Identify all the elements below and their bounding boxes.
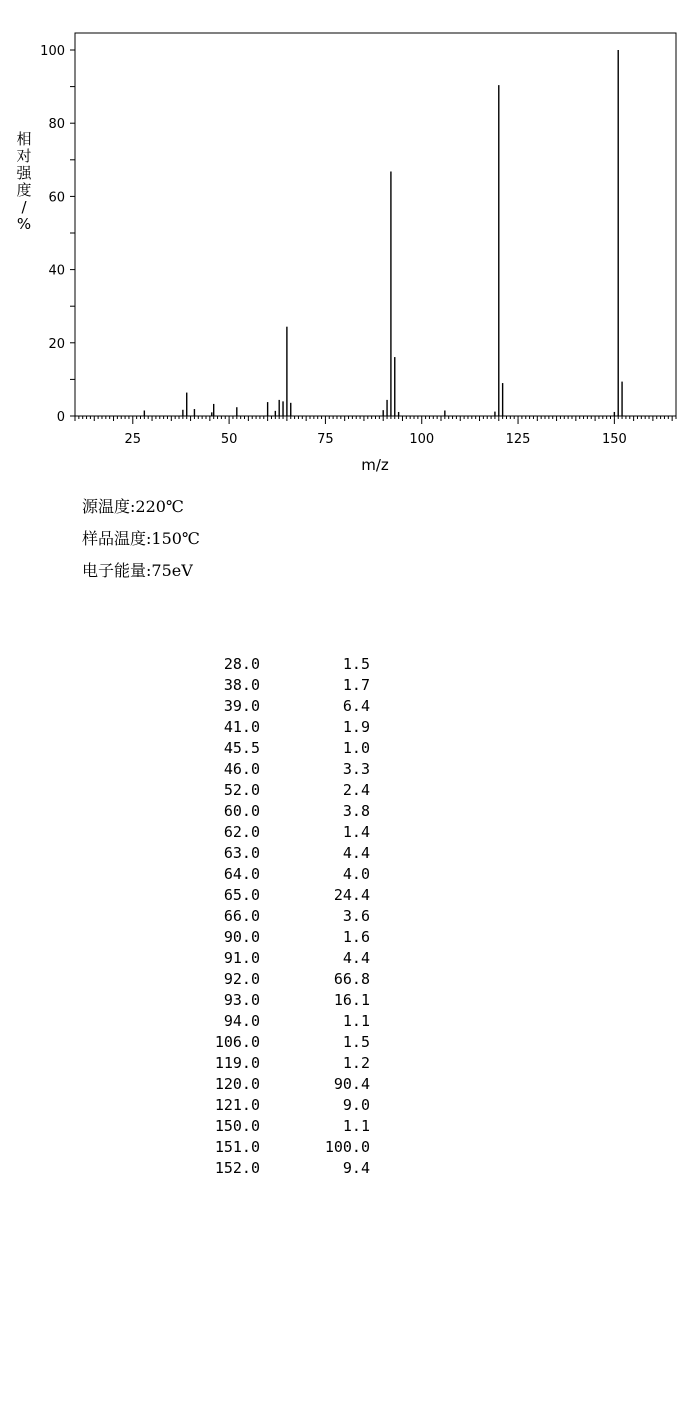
abundance-value: 3.6	[342, 907, 370, 925]
table-row	[190, 864, 370, 885]
abundance-value: 16.1	[333, 991, 370, 1009]
mz-value: 45.5	[223, 739, 260, 757]
y-axis-label-char: 对	[16, 147, 32, 165]
table-row	[190, 801, 370, 822]
table-row	[190, 969, 370, 990]
abundance-value: 1.1	[342, 1117, 370, 1135]
source-temperature: 源温度:220℃	[82, 497, 184, 516]
abundance-value: 1.7	[342, 676, 370, 694]
table-row	[190, 1074, 370, 1095]
mz-value: 38.0	[223, 676, 260, 694]
abundance-value: 1.5	[342, 655, 370, 673]
x-tick-label: 75	[317, 432, 334, 447]
y-tick-label: 20	[48, 336, 65, 352]
mz-value: 120.0	[214, 1075, 260, 1093]
mz-value: 41.0	[223, 718, 260, 736]
mz-value: 46.0	[223, 760, 260, 778]
sample-temperature: 样品温度:150℃	[82, 529, 200, 548]
abundance-value: 1.9	[342, 718, 370, 736]
table-row	[190, 1137, 370, 1158]
mz-value: 151.0	[214, 1138, 260, 1156]
mz-value: 92.0	[223, 970, 260, 988]
abundance-value: 90.4	[333, 1075, 370, 1093]
x-tick-label: 50	[220, 432, 238, 447]
mz-value: 121.0	[214, 1096, 260, 1114]
mz-value: 28.0	[223, 655, 260, 673]
mz-value: 152.0	[214, 1159, 260, 1177]
table-row	[190, 948, 370, 969]
y-tick-label: 60	[48, 190, 65, 206]
abundance-value: 100.0	[324, 1138, 370, 1156]
mass-spectrum-chart	[0, 0, 693, 480]
abundance-value: 9.4	[342, 1159, 370, 1177]
y-tick-label: 100	[40, 44, 65, 59]
y-axis-label-char: 相	[16, 130, 32, 148]
abundance-value: 1.2	[342, 1054, 370, 1072]
mz-value: 90.0	[223, 928, 260, 946]
peak-table	[190, 654, 370, 1179]
mz-value: 150.0	[214, 1117, 260, 1135]
table-row	[190, 1053, 370, 1074]
mz-value: 39.0	[223, 697, 260, 715]
table-row	[190, 906, 370, 927]
plot-frame	[75, 33, 676, 416]
abundance-value: 6.4	[342, 697, 370, 715]
mz-value: 65.0	[223, 886, 260, 904]
abundance-value: 9.0	[342, 1096, 370, 1114]
table-row	[190, 843, 370, 864]
table-row	[190, 738, 370, 759]
table-row	[190, 1032, 370, 1053]
abundance-value: 2.4	[342, 781, 370, 799]
mz-value: 91.0	[223, 949, 260, 967]
table-row	[190, 990, 370, 1011]
mz-value: 106.0	[214, 1033, 260, 1051]
mz-value: 63.0	[223, 844, 260, 862]
table-row	[190, 759, 370, 780]
abundance-value: 66.8	[333, 970, 370, 988]
abundance-value: 4.4	[342, 949, 370, 967]
y-axis-label-char: 度	[16, 181, 32, 199]
electron-energy: 电子能量:75eV	[82, 561, 193, 580]
table-row	[190, 885, 370, 906]
abundance-value: 3.8	[342, 802, 370, 820]
abundance-value: 3.3	[342, 760, 370, 778]
table-row	[190, 717, 370, 738]
y-tick-label: 0	[56, 410, 65, 425]
table-row	[190, 927, 370, 948]
abundance-value: 1.6	[342, 928, 370, 946]
y-axis-label-char: 强	[16, 164, 32, 182]
table-row	[190, 1116, 370, 1137]
table-row	[190, 675, 370, 696]
abundance-value: 1.4	[342, 823, 370, 841]
mz-value: 94.0	[223, 1012, 260, 1030]
mz-value: 52.0	[223, 781, 260, 799]
x-tick-label: 100	[409, 432, 435, 447]
abundance-value: 1.0	[342, 739, 370, 757]
table-row	[190, 1011, 370, 1032]
table-row	[190, 1095, 370, 1116]
y-axis-label-char: /	[21, 198, 27, 216]
abundance-value: 1.1	[342, 1012, 370, 1030]
abundance-value: 24.4	[333, 886, 370, 904]
abundance-value: 4.0	[342, 865, 370, 883]
table-row	[190, 822, 370, 843]
table-row	[190, 1158, 370, 1179]
abundance-value: 4.4	[342, 844, 370, 862]
x-tick-label: 150	[601, 432, 627, 447]
table-row	[190, 696, 370, 717]
table-row	[190, 780, 370, 801]
x-axis-label: m/z	[361, 456, 389, 474]
mz-value: 62.0	[223, 823, 260, 841]
mz-value: 119.0	[214, 1054, 260, 1072]
abundance-value: 1.5	[342, 1033, 370, 1051]
table-row	[190, 654, 370, 675]
y-axis-label	[16, 130, 32, 233]
mz-value: 93.0	[223, 991, 260, 1009]
mz-value: 66.0	[223, 907, 260, 925]
y-tick-label: 40	[48, 263, 65, 279]
y-axis-label-char: %	[16, 215, 32, 233]
y-tick-label: 80	[48, 117, 65, 133]
mz-value: 60.0	[223, 802, 260, 820]
mz-value: 64.0	[223, 865, 260, 883]
x-tick-label: 25	[124, 432, 142, 447]
x-tick-label: 125	[505, 432, 531, 447]
